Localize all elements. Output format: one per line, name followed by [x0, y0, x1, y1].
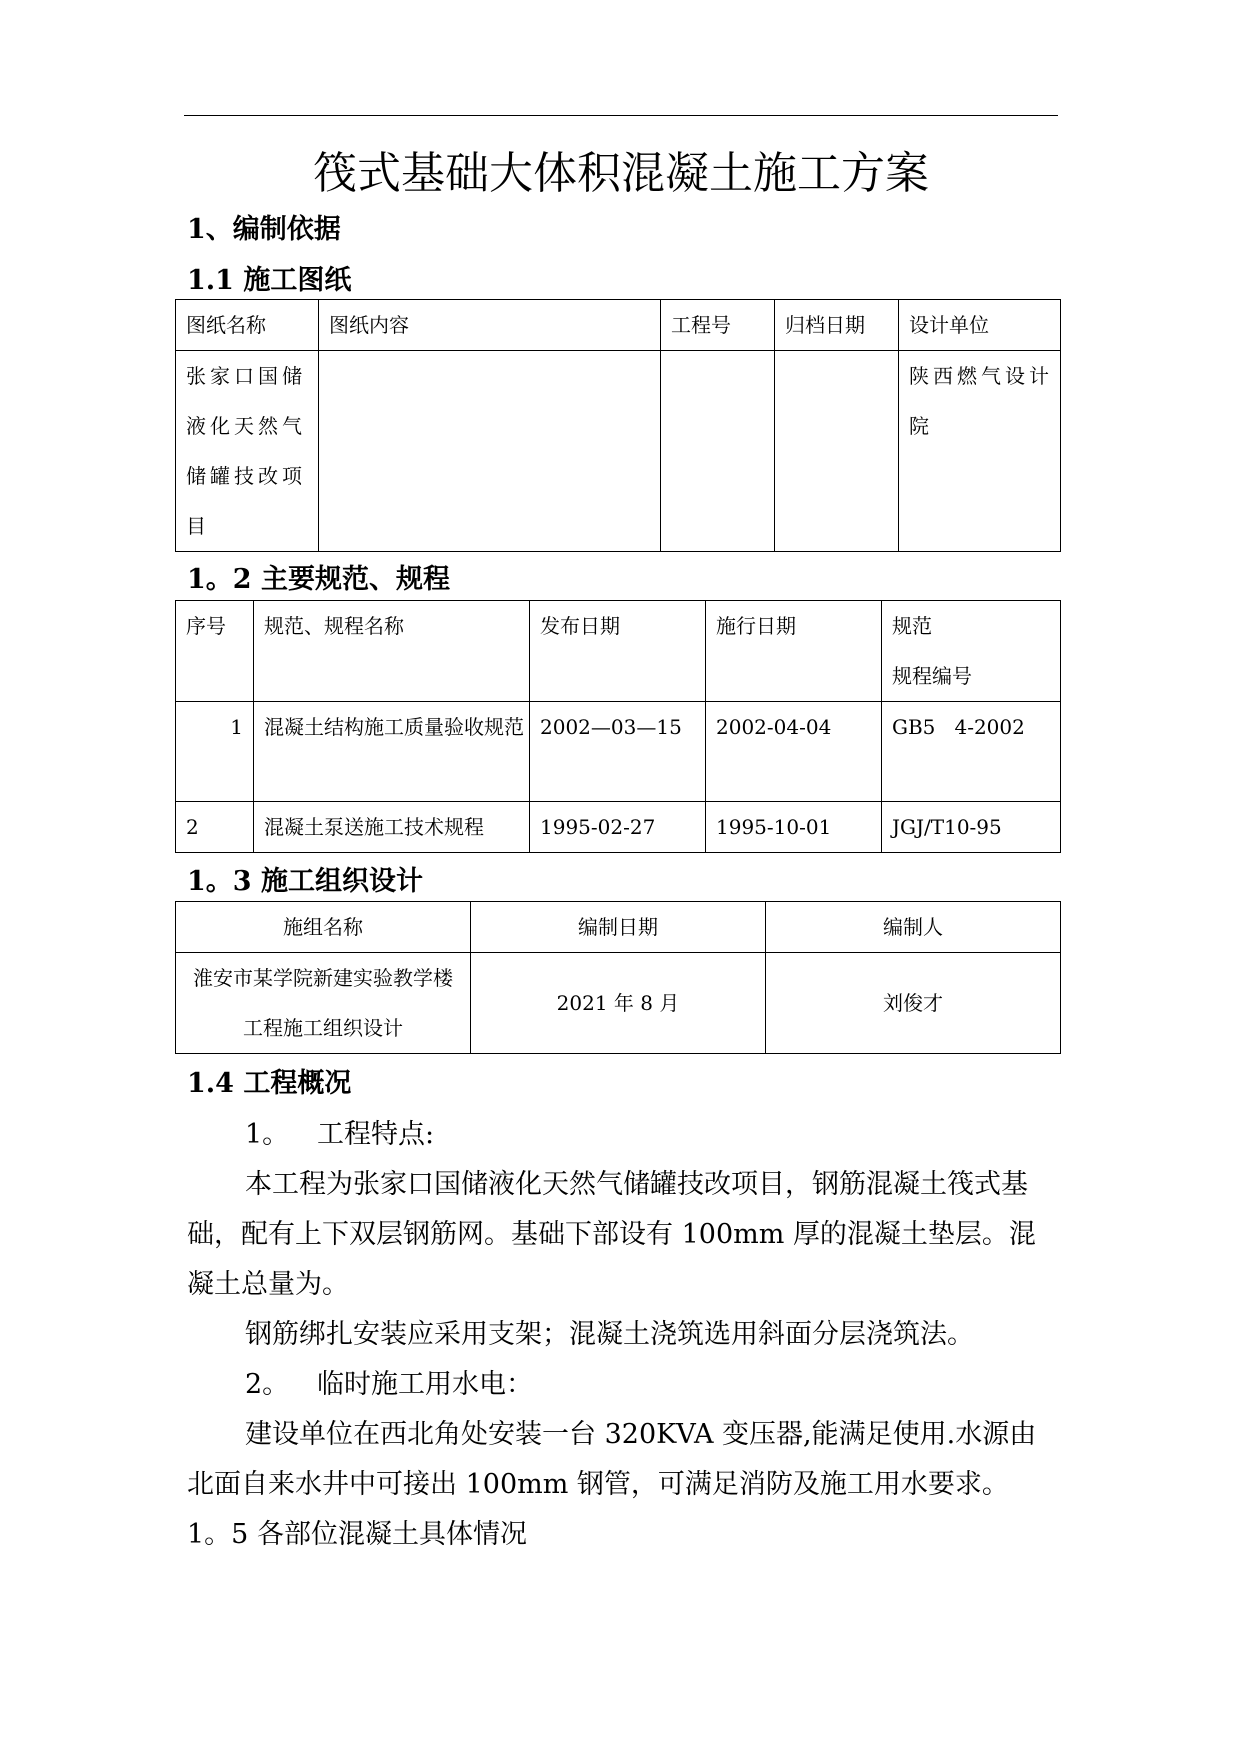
code-number-cell: GB5 4-2002	[882, 702, 1061, 802]
header-cell: 规范、规程名称	[254, 601, 530, 702]
header-cell: 工程号	[661, 300, 775, 351]
header-cell: 设计单位	[899, 300, 1061, 351]
publish-date-cell: 2002—03—15	[530, 702, 706, 802]
table-header-row	[176, 902, 1061, 953]
code-number-cell: JGJ/T10-95	[882, 802, 1061, 853]
project-no-cell	[661, 351, 775, 552]
drawing-content-cell	[319, 351, 661, 552]
org-date-cell: 2021 年 8 月	[471, 953, 766, 1054]
header-cell: 施组名称	[176, 902, 471, 953]
header-cell: 归档日期	[775, 300, 899, 351]
header-cell: 规范 规程编号	[882, 601, 1061, 702]
section-heading-1-2: 1。2 主要规范、规程	[187, 564, 450, 595]
item-title: 工程特点:	[317, 1119, 435, 1150]
drawings-table	[175, 299, 1061, 552]
section-heading-1-3: 1。3 施工组织设计	[187, 866, 423, 897]
designer-cell: 陕西燃气设计院	[899, 351, 1061, 552]
overview-paragraph: 钢筋绑扎安装应采用支架；混凝土浇筑选用斜面分层浇筑法。	[245, 1319, 974, 1350]
publish-date-cell: 1995-02-27	[530, 802, 706, 853]
drawing-name-cell: 张家口国储液化天然气储罐技改项目	[176, 351, 319, 552]
header-rule	[184, 115, 1058, 116]
section-heading-1: 1、编制依据	[187, 214, 341, 245]
overview-item-1	[187, 1110, 1057, 1160]
section-heading-1-4: 1.4 工程概况	[187, 1068, 352, 1099]
header-cell: 图纸内容	[319, 300, 661, 351]
effective-date-cell: 2002-04-04	[706, 702, 882, 802]
item-title: 临时施工用水电：	[317, 1369, 533, 1400]
item-number: 1。	[245, 1119, 290, 1150]
document-title: 筏式基础大体积混凝土施工方案	[313, 148, 929, 199]
item-number: 2。	[245, 1369, 290, 1400]
header-cell: 编制日期	[471, 902, 766, 953]
row-no-cell: 2	[176, 802, 254, 853]
code-name-cell: 混凝土泵送施工技术规程	[254, 802, 530, 853]
table-row	[176, 351, 1061, 552]
table-header-row	[176, 300, 1061, 351]
section-heading-1-1: 1.1 施工图纸	[187, 265, 352, 296]
org-name-cell: 淮安市某学院新建实验教学楼工程施工组织设计	[176, 953, 471, 1054]
org-design-table	[175, 901, 1061, 1054]
overview-paragraph: 本工程为张家口国储液化天然气储罐技改项目，钢筋混凝土筏式基础，配有上下双层钢筋网。基础下部设有 100mm 厚的混凝土垫层。混凝土总量为。	[187, 1169, 1036, 1300]
header-cell: 图纸名称	[176, 300, 319, 351]
code-name-cell: 混凝土结构施工质量验收规范	[254, 702, 530, 802]
header-cell: 编制人	[766, 902, 1061, 953]
table-row	[176, 702, 1061, 802]
row-no-cell: 1	[176, 702, 254, 802]
overview-paragraph: 建设单位在西北角处安装一台 320KVA 变压器,能满足使用.水源由北面自来水井中可接出 100mm 钢管，可满足消防及施工用水要求。	[187, 1419, 1037, 1500]
section-heading-1-5: 1。5 各部位混凝土具体情况	[187, 1519, 527, 1550]
header-cell: 发布日期	[530, 601, 706, 702]
overview-item-2	[187, 1360, 1057, 1410]
codes-table	[175, 600, 1061, 853]
header-cell: 施行日期	[706, 601, 882, 702]
table-row	[176, 802, 1061, 853]
archive-date-cell	[775, 351, 899, 552]
org-author-cell: 刘俊才	[766, 953, 1061, 1054]
table-header-row	[176, 601, 1061, 702]
table-row	[176, 953, 1061, 1054]
header-cell: 序号	[176, 601, 254, 702]
effective-date-cell: 1995-10-01	[706, 802, 882, 853]
